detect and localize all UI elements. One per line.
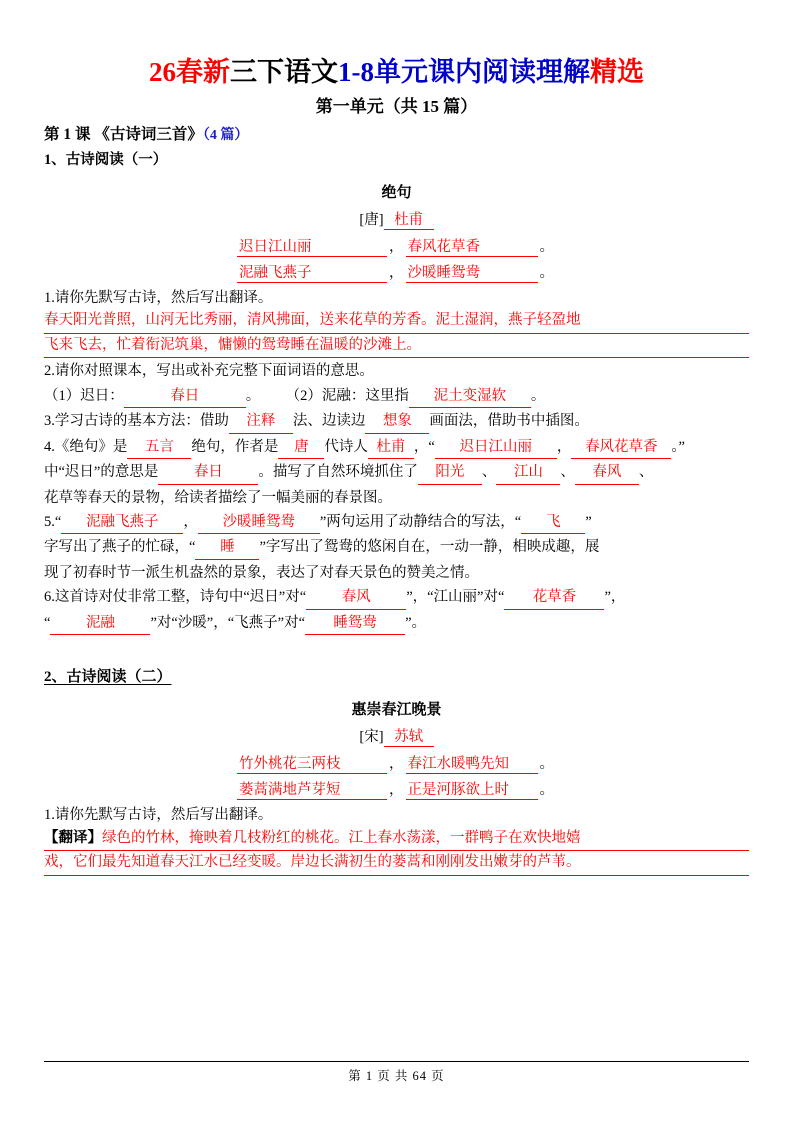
poem-comma-2: ， <box>389 264 404 281</box>
poem2-comma-1: ， <box>389 756 404 773</box>
q4-mid-3: ，“ <box>413 438 435 455</box>
question-1: 1.请你先默写古诗，然后写出翻译。 <box>44 289 273 306</box>
poem-comma-1: ， <box>389 238 404 255</box>
poem-line-1b <box>44 261 749 283</box>
poem2-blank-1a: 竹外桃花三两枝 <box>237 752 387 774</box>
q4-mid-4: ， <box>556 438 572 455</box>
translation-tag: 【翻译】 <box>44 829 102 846</box>
q6-answer-a: 春风 <box>306 586 406 609</box>
q3-answer-a: 注释 <box>229 410 293 433</box>
q4-answer-i: 春风 <box>575 461 639 484</box>
poem2-question-1-answer <box>44 827 749 876</box>
lesson-heading <box>44 122 749 144</box>
title-part-1: 26春新 <box>149 57 230 87</box>
question-4 <box>44 436 749 459</box>
q4-answer-a: 五言 <box>127 436 191 459</box>
q5-answer-d: 睡 <box>195 536 259 559</box>
q2-a-answer: 春日 <box>124 385 246 408</box>
poem-title-1: 绝句 <box>381 184 412 201</box>
q3-answer-b: 想象 <box>365 410 429 433</box>
question-2: 2.请你对照课本，写出或补充完整下面词语的意思。 <box>44 363 374 380</box>
answer-line-1: 春天阳光普照，山河无比秀丽，清风拂面，送来花草的芳香。泥土湿润，燕子轻盈地 <box>44 309 749 333</box>
poem-line-1a <box>44 235 749 257</box>
poem2-comma-2: ， <box>389 782 404 799</box>
lesson-heading-count: （4 篇） <box>202 127 249 143</box>
poem-author-answer-1: 杜甫 <box>384 208 434 230</box>
question-4-line-2 <box>44 461 749 484</box>
q4-mid-2: 代诗人 <box>324 438 368 455</box>
poem2-line-2 <box>44 778 749 800</box>
q4-mid-5: 。” <box>671 438 685 455</box>
poem-author-1 <box>44 208 749 230</box>
q6-prefix: 6.这首诗对仗非常工整，诗句中“迟日”对“ <box>44 589 307 606</box>
q4-answer-g: 阳光 <box>418 461 482 484</box>
question-5 <box>44 511 749 534</box>
question-5-line-3: 现了初春时节一派生机盎然的景象，表达了对春天景色的赞美之情。 <box>44 564 479 581</box>
lesson-heading-text: 第 1 课 《古诗词三首》 <box>44 125 203 143</box>
q5-prefix: 5.“ <box>44 514 62 530</box>
poem2-answer-line-2: 戏，它们最先知道春天江水已经变暖。岸边长满初生的蒌蒿和刚刚发出嫩芽的芦苇。 <box>44 851 749 875</box>
q4-answer-b: 唐 <box>278 436 324 459</box>
poem2-period-2: 。 <box>539 782 554 799</box>
q2-b-label: （2）泥融：这里指 <box>285 387 409 404</box>
q4-line2-mid-3: 、 <box>560 464 575 481</box>
poem2-line-1 <box>44 752 749 774</box>
poem2-blank-2a: 蒌蒿满地芦芽短 <box>237 778 387 800</box>
poem-author-2 <box>44 725 749 747</box>
q4-line2-mid-1: 。描写了自然环境抓住了 <box>258 464 418 481</box>
q6-line2-mid-2: ”。 <box>405 614 426 631</box>
question-2-answers <box>44 385 749 408</box>
poem2-blank-1b: 春江水暖鸭先知 <box>406 752 538 774</box>
q4-answer-c: 杜甫 <box>368 436 414 459</box>
q4-line2-mid-2: 、 <box>481 464 497 481</box>
q2-b-period: 。 <box>530 387 546 404</box>
poem-period-1: 。 <box>539 238 554 255</box>
q2-b-answer: 泥土变湿软 <box>409 385 531 408</box>
page-footer: 第 1 页 共 64 页 <box>44 1061 749 1084</box>
poem2-blank-2b: 正是河豚欲上时 <box>406 778 538 800</box>
question-1-answer <box>44 309 749 358</box>
title-part-3: 1-8单元课内阅读理解 <box>338 57 590 87</box>
poem-period-2: 。 <box>539 264 554 281</box>
q6-mid-2: ”， <box>604 589 626 606</box>
question-3 <box>44 410 749 433</box>
q5-answer-c: 飞 <box>521 511 585 534</box>
q4-answer-d: 迟日江山丽 <box>435 436 557 459</box>
poem2-period-1: 。 <box>539 756 554 773</box>
question-5-line-2 <box>44 536 749 559</box>
poem-dynasty-1: [唐] <box>359 211 384 228</box>
page-title <box>44 56 749 90</box>
q4-mid-1: 绝句，作者是 <box>191 438 279 455</box>
question-6-line-2 <box>44 612 749 635</box>
q6-line2-mid-1: ”对“沙暖”，“飞燕子”对“ <box>150 614 306 631</box>
q5-line2-prefix: 字写出了燕子的忙碌，“ <box>44 539 196 556</box>
q6-mid-1: ”，“江山丽”对“ <box>406 589 505 606</box>
answer-line-2: 飞来飞去，忙着衔泥筑巢，慵懒的鸳鸯睡在温暖的沙滩上。 <box>44 334 749 358</box>
question-4-line-3: 花草等春天的景物，给读者描绘了一幅美丽的春景图。 <box>44 489 392 506</box>
poem-blank-2a: 泥融飞燕子 <box>237 261 387 283</box>
q2-a-period: 。 <box>245 387 261 404</box>
q2-a-label: （1）迟日： <box>44 387 124 404</box>
poem-author-answer-2: 苏轼 <box>384 725 434 747</box>
poem2-answer-text-1: 绿色的竹林，掩映着几枝粉红的桃花。江上春水荡漾，一群鸭子在欢快地嬉 <box>102 829 581 846</box>
q4-line2-prefix: 中“迟日”的意思是 <box>44 464 159 481</box>
poem-dynasty-2: [宋] <box>359 729 384 746</box>
q3-mid-2: 画面法，借助书中插图。 <box>429 413 589 430</box>
q6-answer-d: 睡鸳鸯 <box>305 612 405 635</box>
poem-blank-2b: 沙暖睡鸳鸯 <box>406 261 538 283</box>
section-heading-1: 1、古诗阅读（一） <box>44 151 168 168</box>
q6-answer-c: 泥融 <box>50 612 150 635</box>
poem-title-2: 惠崇春江晚景 <box>351 702 442 719</box>
poem2-answer-line-1 <box>44 827 749 851</box>
title-part-2: 三下语文 <box>230 57 338 87</box>
poem2-question-1: 1.请你先默写古诗，然后写出翻译。 <box>44 807 273 824</box>
q4-answer-e: 春风花草香 <box>571 436 671 459</box>
title-part-4: 精选 <box>590 57 644 87</box>
q4-line2-mid-4: 、 <box>638 464 654 481</box>
q5-mid-3: ” <box>585 514 592 530</box>
q4-prefix: 4.《绝句》是 <box>44 438 128 455</box>
q3-mid-1: 法、边读边 <box>292 413 366 430</box>
q4-answer-h: 江山 <box>496 461 560 484</box>
page-subtitle: 第一单元（共 15 篇） <box>315 96 478 116</box>
q6-answer-b: 花草香 <box>504 586 604 609</box>
q4-answer-f: 春日 <box>158 461 258 484</box>
question-6 <box>44 586 749 609</box>
q5-mid-1: ， <box>183 514 198 530</box>
section-heading-2: 2、古诗阅读（二） <box>44 669 172 686</box>
poem-blank-1a: 迟日江山丽 <box>237 235 387 257</box>
q6-line2-prefix: “ <box>44 614 51 631</box>
poem-blank-1b: 春风花草香 <box>406 235 538 257</box>
q5-answer-b: 沙暖睡鸳鸯 <box>198 511 320 534</box>
q3-prefix: 3.学习古诗的基本方法：借助 <box>44 413 229 430</box>
q5-answer-a: 泥融飞燕子 <box>61 511 183 534</box>
q5-line2-mid: ”字写出了鸳鸯的悠闲自在，一动一静，相映成趣，展 <box>259 539 600 556</box>
q5-mid-2: ”两句运用了动静结合的写法，“ <box>319 514 522 530</box>
